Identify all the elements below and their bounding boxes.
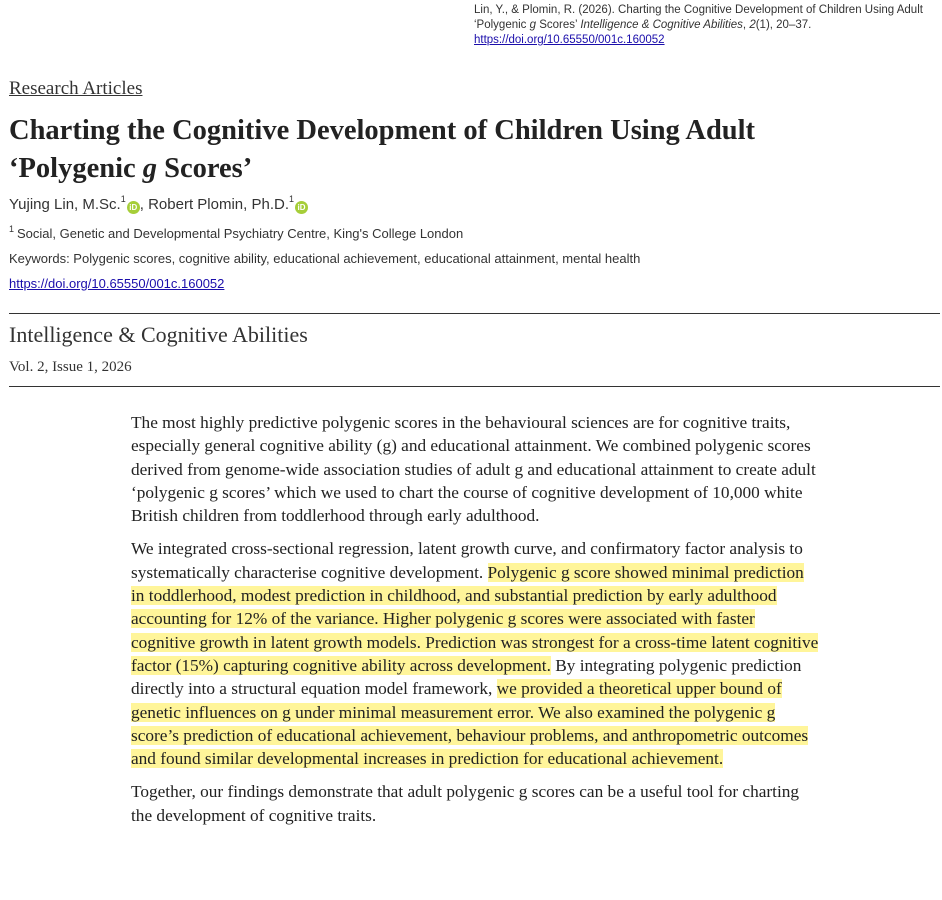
author-affiliation-sup: 1 xyxy=(288,194,294,204)
affiliation xyxy=(9,226,463,241)
citation-issue-pages: (1), 20–37. xyxy=(755,19,812,31)
orcid-icon[interactable]: iD xyxy=(295,201,308,214)
title-line-1: Charting the Cognitive Development of Children Using Adult xyxy=(9,115,756,146)
title-line-2-start: ‘Polygenic xyxy=(9,153,143,184)
doi-link[interactable]: https://doi.org/10.65550/001c.160052 xyxy=(9,276,225,291)
abstract-text: We integrated cross-sectional regression, latent growth curve, and confirmatory factor analysis to systematically characterise cognitive development. xyxy=(131,539,803,582)
abstract-paragraph: The most highly predictive polygenic scores in the behavioural sciences are for cognitive traits, especially general cognitive ability (g) and educational attainment. We combined polygenic scores derived from genome-wide association studies of adult g and educational attainment to create adult ‘polygenic g scores’ which we used to chart the course of cognitive development of 10,000 white British children from toddlerhood through early adulthood. xyxy=(131,413,816,526)
citation-sep: , xyxy=(742,19,750,31)
citation-text-mid: Scores’ xyxy=(536,19,581,31)
author-separator: , xyxy=(139,196,149,213)
title-g: g xyxy=(142,153,158,184)
article-title xyxy=(9,112,909,188)
author-name[interactable]: Robert Plomin, Ph.D. xyxy=(148,196,289,213)
citation-doi-link[interactable]: https://doi.org/10.65550/001c.160052 xyxy=(474,34,665,46)
section-label-link[interactable]: Research Articles xyxy=(9,78,143,99)
author-affiliation-sup: 1 xyxy=(120,194,126,204)
divider xyxy=(9,313,940,314)
highlighted-text: Polygenic g score showed minimal prediction in toddlerhood, modest prediction in childhood, and substantial prediction by early adulthood accounting for 12% of the variance. Higher polygenic g scores were associated with faster cognitive growth in latent growth models. Prediction was strongest for a cross-time latent cognitive factor (15%) capturing cognitive ability across development. xyxy=(131,562,819,675)
abstract-text: By integrating polygenic prediction directly into a structural equation model framework, xyxy=(131,655,802,699)
citation-volume: 2 xyxy=(749,19,756,31)
citation-journal: Intelligence & Cognitive Abilities xyxy=(580,19,743,31)
title-line-2-end: Scores’ xyxy=(157,153,253,184)
orcid-icon[interactable]: iD xyxy=(127,201,140,214)
volume-info: Vol. 2, Issue 1, 2026 xyxy=(9,359,132,375)
citation-text: Lin, Y., & Plomin, R. (2026). Charting the Cognitive Development of Children Using Adult ‘Polygenic xyxy=(474,4,923,31)
affiliation-text: Social, Genetic and Developmental Psychiatry Centre, King's College London xyxy=(17,226,464,241)
journal-name: Intelligence & Cognitive Abilities xyxy=(9,322,308,347)
keywords: Keywords: Polygenic scores, cognitive ability, educational achievement, educational attainment, mental health xyxy=(9,251,641,266)
highlighted-text: we provided a theoretical upper bound of genetic influences on g under minimal measurement error. We also examined the polygenic g score’s prediction of educational achievement, behaviour problems, and anthropometric outcomes and found similar developmental increases in prediction for educational achievement. xyxy=(131,679,809,769)
author-list xyxy=(9,196,308,214)
affiliation-sup: 1 xyxy=(9,224,15,234)
abstract-paragraph: Together, our findings demonstrate that adult polygenic g scores can be a useful tool for charting the development of cognitive traits. xyxy=(131,782,800,825)
abstract xyxy=(131,411,821,837)
citation-block xyxy=(474,3,940,48)
author-name[interactable]: Yujing Lin, M.Sc. xyxy=(9,196,121,213)
citation-g: g xyxy=(529,19,537,31)
abstract-paragraph xyxy=(131,537,821,770)
divider xyxy=(9,386,940,387)
